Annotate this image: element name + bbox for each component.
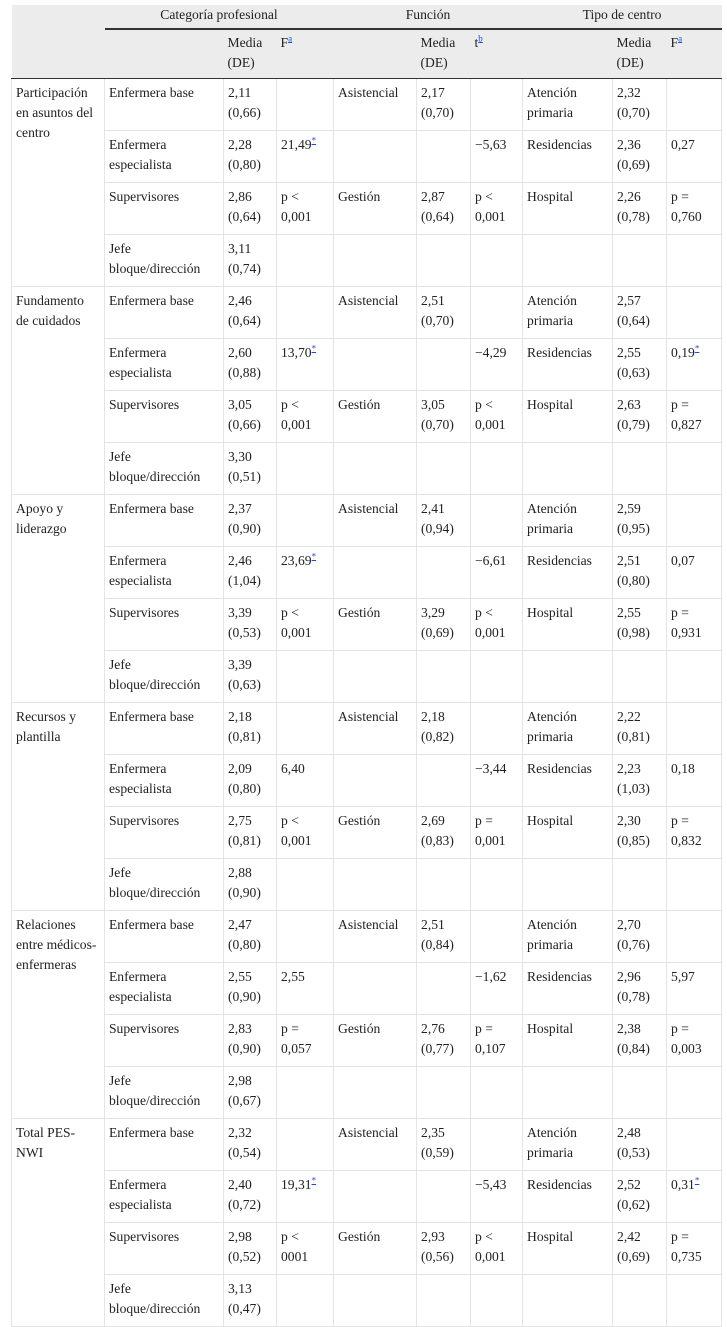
category-stat bbox=[277, 1275, 334, 1327]
category-cell: Enfermera base bbox=[105, 287, 224, 339]
table-row bbox=[12, 1223, 722, 1275]
category-cell: Enfermera especialista bbox=[105, 547, 224, 599]
function-cell: Asistencial bbox=[334, 1119, 417, 1171]
center-type-cell: Hospital bbox=[523, 183, 613, 235]
category-cell: Enfermera base bbox=[105, 495, 224, 547]
function-stat: p = 0,001 bbox=[471, 807, 523, 859]
category-stat: p < 0,001 bbox=[277, 183, 334, 235]
function-mean-de bbox=[417, 963, 471, 1015]
category-stat: p < 0,001 bbox=[277, 807, 334, 859]
center-mean-de: 2,63 (0,79) bbox=[613, 391, 667, 443]
function-cell: Gestión bbox=[334, 391, 417, 443]
table-row bbox=[12, 859, 722, 911]
category-stat: p < 0001 bbox=[277, 1223, 334, 1275]
function-cell: Gestión bbox=[334, 1223, 417, 1275]
function-stat bbox=[471, 703, 523, 755]
center-mean-de bbox=[613, 235, 667, 287]
category-cell: Enfermera especialista bbox=[105, 339, 224, 391]
center-stat bbox=[667, 859, 722, 911]
function-cell: Asistencial bbox=[334, 287, 417, 339]
function-stat bbox=[471, 651, 523, 703]
function-stat: −4,29 bbox=[471, 339, 523, 391]
table-row bbox=[12, 547, 722, 599]
category-cell: Enfermera base bbox=[105, 703, 224, 755]
category-stat: 23,69* bbox=[277, 547, 334, 599]
category-mean-de: 2,37 (0,90) bbox=[224, 495, 277, 547]
category-stat: 21,49* bbox=[277, 131, 334, 183]
center-stat bbox=[667, 443, 722, 495]
center-mean-de: 2,42 (0,69) bbox=[613, 1223, 667, 1275]
category-stat bbox=[277, 911, 334, 963]
table-row bbox=[12, 131, 722, 183]
function-mean-de: 2,87 (0,64) bbox=[417, 183, 471, 235]
category-cell: Supervisores bbox=[105, 599, 224, 651]
table-row bbox=[12, 703, 722, 755]
center-mean-de: 2,96 (0,78) bbox=[613, 963, 667, 1015]
center-type-cell: Hospital bbox=[523, 807, 613, 859]
category-mean-de: 3,39 (0,53) bbox=[224, 599, 277, 651]
header-blank bbox=[105, 29, 224, 79]
center-stat: p = 0,827 bbox=[667, 391, 722, 443]
center-type-cell: Residencias bbox=[523, 547, 613, 599]
category-mean-de: 3,39 (0,63) bbox=[224, 651, 277, 703]
table-row bbox=[12, 235, 722, 287]
header-empty-cell bbox=[12, 5, 105, 29]
function-mean-de bbox=[417, 1171, 471, 1223]
function-mean-de: 2,51 (0,70) bbox=[417, 287, 471, 339]
category-stat: 13,70* bbox=[277, 339, 334, 391]
category-mean-de: 2,75 (0,81) bbox=[224, 807, 277, 859]
function-mean-de bbox=[417, 443, 471, 495]
dimension-label: Total PES-NWI bbox=[12, 1119, 105, 1327]
center-type-cell bbox=[523, 1275, 613, 1327]
function-cell bbox=[334, 339, 417, 391]
category-cell: Enfermera base bbox=[105, 79, 224, 131]
category-mean-de: 2,98 (0,52) bbox=[224, 1223, 277, 1275]
header-row-stats bbox=[12, 29, 722, 79]
category-mean-de: 2,47 (0,80) bbox=[224, 911, 277, 963]
center-mean-de bbox=[613, 651, 667, 703]
footnote-star-link[interactable]: * bbox=[311, 1175, 317, 1186]
category-mean-de: 2,55 (0,90) bbox=[224, 963, 277, 1015]
category-cell: Jefe bloque/dirección bbox=[105, 235, 224, 287]
category-mean-de: 2,18 (0,81) bbox=[224, 703, 277, 755]
function-mean-de: 2,93 (0,56) bbox=[417, 1223, 471, 1275]
group-header-funcion: Función bbox=[334, 5, 523, 29]
center-mean-de: 2,57 (0,64) bbox=[613, 287, 667, 339]
function-stat bbox=[471, 443, 523, 495]
function-mean-de bbox=[417, 1067, 471, 1119]
function-mean-de bbox=[417, 651, 471, 703]
function-mean-de: 2,18 (0,82) bbox=[417, 703, 471, 755]
category-cell: Enfermera especialista bbox=[105, 131, 224, 183]
center-mean-de: 2,22 (0,81) bbox=[613, 703, 667, 755]
function-stat: p < 0,001 bbox=[471, 1223, 523, 1275]
dimension-label: Apoyo y liderazgo bbox=[12, 495, 105, 703]
function-stat: −5,43 bbox=[471, 1171, 523, 1223]
group-header-categoria: Categoría profesional bbox=[105, 5, 334, 29]
center-stat bbox=[667, 79, 722, 131]
table-row bbox=[12, 1015, 722, 1067]
table-row bbox=[12, 443, 722, 495]
table-body bbox=[12, 79, 722, 1327]
function-mean-de bbox=[417, 235, 471, 287]
center-stat bbox=[667, 1067, 722, 1119]
category-mean-de: 2,86 (0,64) bbox=[224, 183, 277, 235]
category-stat bbox=[277, 443, 334, 495]
function-cell: Gestión bbox=[334, 599, 417, 651]
category-mean-de: 2,83 (0,90) bbox=[224, 1015, 277, 1067]
center-mean-de: 2,52 (0,62) bbox=[613, 1171, 667, 1223]
function-stat: −5,63 bbox=[471, 131, 523, 183]
header-media-de: Media (DE) bbox=[613, 29, 667, 79]
function-mean-de bbox=[417, 859, 471, 911]
category-cell: Supervisores bbox=[105, 807, 224, 859]
function-mean-de: 2,76 (0,77) bbox=[417, 1015, 471, 1067]
center-mean-de: 2,23 (1,03) bbox=[613, 755, 667, 807]
function-cell bbox=[334, 131, 417, 183]
category-stat bbox=[277, 859, 334, 911]
function-mean-de: 2,69 (0,83) bbox=[417, 807, 471, 859]
function-mean-de bbox=[417, 339, 471, 391]
center-mean-de: 2,38 (0,84) bbox=[613, 1015, 667, 1067]
center-mean-de bbox=[613, 1067, 667, 1119]
center-type-cell: Hospital bbox=[523, 1015, 613, 1067]
center-type-cell: Atención primaria bbox=[523, 911, 613, 963]
function-stat bbox=[471, 287, 523, 339]
table-row bbox=[12, 391, 722, 443]
category-mean-de: 2,09 (0,80) bbox=[224, 755, 277, 807]
category-mean-de: 2,32 (0,54) bbox=[224, 1119, 277, 1171]
function-cell: Asistencial bbox=[334, 495, 417, 547]
function-cell bbox=[334, 859, 417, 911]
footnote-star-link[interactable]: * bbox=[311, 551, 317, 562]
center-mean-de bbox=[613, 443, 667, 495]
category-cell: Enfermera especialista bbox=[105, 755, 224, 807]
center-type-cell: Residencias bbox=[523, 755, 613, 807]
center-type-cell: Residencias bbox=[523, 339, 613, 391]
center-type-cell: Hospital bbox=[523, 599, 613, 651]
table-row bbox=[12, 495, 722, 547]
category-cell: Supervisores bbox=[105, 1223, 224, 1275]
center-stat bbox=[667, 651, 722, 703]
center-stat: 0,31* bbox=[667, 1171, 722, 1223]
footnote-star-link[interactable]: * bbox=[311, 135, 317, 146]
function-cell: Gestión bbox=[334, 183, 417, 235]
function-cell bbox=[334, 1275, 417, 1327]
category-stat: p < 0,001 bbox=[277, 599, 334, 651]
category-mean-de: 2,40 (0,72) bbox=[224, 1171, 277, 1223]
center-mean-de: 2,32 (0,70) bbox=[613, 79, 667, 131]
center-stat: p = 0,003 bbox=[667, 1015, 722, 1067]
function-cell: Asistencial bbox=[334, 911, 417, 963]
center-type-cell: Atención primaria bbox=[523, 703, 613, 755]
function-stat bbox=[471, 1067, 523, 1119]
function-cell bbox=[334, 755, 417, 807]
center-type-cell: Hospital bbox=[523, 391, 613, 443]
category-stat bbox=[277, 703, 334, 755]
category-cell: Jefe bloque/dirección bbox=[105, 1067, 224, 1119]
table-row bbox=[12, 1067, 722, 1119]
table-row bbox=[12, 599, 722, 651]
function-stat: p < 0,001 bbox=[471, 599, 523, 651]
category-stat bbox=[277, 235, 334, 287]
center-mean-de: 2,30 (0,85) bbox=[613, 807, 667, 859]
category-cell: Jefe bloque/dirección bbox=[105, 443, 224, 495]
category-stat: p = 0,057 bbox=[277, 1015, 334, 1067]
category-stat bbox=[277, 1067, 334, 1119]
center-type-cell bbox=[523, 859, 613, 911]
category-mean-de: 2,11 (0,66) bbox=[224, 79, 277, 131]
center-type-cell: Residencias bbox=[523, 1171, 613, 1223]
function-mean-de: 2,35 (0,59) bbox=[417, 1119, 471, 1171]
function-cell: Gestión bbox=[334, 807, 417, 859]
table-row bbox=[12, 287, 722, 339]
header-t-stat: $t^b$ bbox=[471, 29, 523, 79]
center-mean-de bbox=[613, 1275, 667, 1327]
center-mean-de: 2,51 (0,80) bbox=[613, 547, 667, 599]
table-row bbox=[12, 911, 722, 963]
center-type-cell: Hospital bbox=[523, 1223, 613, 1275]
function-cell: Gestión bbox=[334, 1015, 417, 1067]
center-stat: p = 0,931 bbox=[667, 599, 722, 651]
function-mean-de bbox=[417, 131, 471, 183]
category-cell: Enfermera base bbox=[105, 911, 224, 963]
category-cell: Supervisores bbox=[105, 183, 224, 235]
function-stat: −1,62 bbox=[471, 963, 523, 1015]
center-mean-de: 2,48 (0,53) bbox=[613, 1119, 667, 1171]
function-mean-de: 2,51 (0,84) bbox=[417, 911, 471, 963]
function-stat bbox=[471, 911, 523, 963]
function-stat bbox=[471, 79, 523, 131]
center-stat: 0,07 bbox=[667, 547, 722, 599]
center-type-cell: Atención primaria bbox=[523, 1119, 613, 1171]
footnote-star-link[interactable]: * bbox=[694, 343, 700, 354]
category-cell: Jefe bloque/dirección bbox=[105, 1275, 224, 1327]
table-row bbox=[12, 183, 722, 235]
table-row bbox=[12, 963, 722, 1015]
header-media-de: Media (DE) bbox=[417, 29, 471, 79]
table-row bbox=[12, 79, 722, 131]
table-row bbox=[12, 1171, 722, 1223]
function-stat bbox=[471, 1119, 523, 1171]
center-type-cell bbox=[523, 235, 613, 287]
function-cell bbox=[334, 235, 417, 287]
category-cell: Enfermera base bbox=[105, 1119, 224, 1171]
function-stat: p < 0,001 bbox=[471, 391, 523, 443]
function-stat: −3,44 bbox=[471, 755, 523, 807]
category-mean-de: 3,30 (0,51) bbox=[224, 443, 277, 495]
center-stat: 0,18 bbox=[667, 755, 722, 807]
center-mean-de: 2,36 (0,69) bbox=[613, 131, 667, 183]
center-type-cell: Residencias bbox=[523, 131, 613, 183]
dimension-label: Recursos y plantilla bbox=[12, 703, 105, 911]
category-cell: Enfermera especialista bbox=[105, 1171, 224, 1223]
function-cell bbox=[334, 963, 417, 1015]
results-table bbox=[11, 5, 722, 1327]
category-stat bbox=[277, 495, 334, 547]
category-mean-de: 2,28 (0,80) bbox=[224, 131, 277, 183]
function-cell bbox=[334, 1067, 417, 1119]
header-blank bbox=[334, 29, 417, 79]
category-mean-de: 2,88 (0,90) bbox=[224, 859, 277, 911]
header-blank bbox=[523, 29, 613, 79]
footnote-a-link[interactable]: a bbox=[288, 33, 293, 44]
center-stat: 5,97 bbox=[667, 963, 722, 1015]
function-stat: p = 0,107 bbox=[471, 1015, 523, 1067]
function-mean-de: 3,29 (0,69) bbox=[417, 599, 471, 651]
center-type-cell: Residencias bbox=[523, 963, 613, 1015]
dimension-label: Fundamento de cuidados bbox=[12, 287, 105, 495]
center-type-cell: Atención primaria bbox=[523, 495, 613, 547]
center-mean-de: 2,26 (0,78) bbox=[613, 183, 667, 235]
center-stat bbox=[667, 287, 722, 339]
header-f-stat: $F^a$ bbox=[277, 29, 334, 79]
footnote-a-link[interactable]: a bbox=[678, 33, 683, 44]
function-cell bbox=[334, 1171, 417, 1223]
category-cell: Enfermera especialista bbox=[105, 963, 224, 1015]
center-stat bbox=[667, 1275, 722, 1327]
table-row bbox=[12, 1275, 722, 1327]
center-type-cell: Atención primaria bbox=[523, 79, 613, 131]
category-stat bbox=[277, 287, 334, 339]
category-cell: Jefe bloque/dirección bbox=[105, 651, 224, 703]
center-stat bbox=[667, 1119, 722, 1171]
function-stat: p < 0,001 bbox=[471, 183, 523, 235]
function-stat bbox=[471, 235, 523, 287]
center-stat bbox=[667, 703, 722, 755]
function-mean-de bbox=[417, 547, 471, 599]
category-stat: p < 0,001 bbox=[277, 391, 334, 443]
category-cell: Jefe bloque/dirección bbox=[105, 859, 224, 911]
header-empty-cell bbox=[12, 29, 105, 79]
center-mean-de: 2,70 (0,76) bbox=[613, 911, 667, 963]
footnote-b-link[interactable]: b bbox=[478, 33, 483, 44]
header-row-groups bbox=[12, 5, 722, 29]
table-row bbox=[12, 651, 722, 703]
function-mean-de bbox=[417, 1275, 471, 1327]
center-stat bbox=[667, 235, 722, 287]
table-row bbox=[12, 807, 722, 859]
table-row bbox=[12, 755, 722, 807]
function-stat bbox=[471, 1275, 523, 1327]
center-stat bbox=[667, 911, 722, 963]
center-stat: 0,19* bbox=[667, 339, 722, 391]
center-type-cell bbox=[523, 443, 613, 495]
function-cell: Asistencial bbox=[334, 79, 417, 131]
category-mean-de: 2,60 (0,88) bbox=[224, 339, 277, 391]
category-mean-de: 2,46 (0,64) bbox=[224, 287, 277, 339]
center-mean-de: 2,55 (0,63) bbox=[613, 339, 667, 391]
table-row bbox=[12, 339, 722, 391]
header-f-stat: $F^a$ bbox=[667, 29, 722, 79]
category-stat: 2,55 bbox=[277, 963, 334, 1015]
category-mean-de: 2,46 (1,04) bbox=[224, 547, 277, 599]
function-cell bbox=[334, 547, 417, 599]
category-cell: Supervisores bbox=[105, 1015, 224, 1067]
category-mean-de: 2,98 (0,67) bbox=[224, 1067, 277, 1119]
center-stat bbox=[667, 495, 722, 547]
function-mean-de: 2,17 (0,70) bbox=[417, 79, 471, 131]
center-mean-de bbox=[613, 859, 667, 911]
center-mean-de: 2,55 (0,98) bbox=[613, 599, 667, 651]
function-mean-de bbox=[417, 755, 471, 807]
category-cell: Supervisores bbox=[105, 391, 224, 443]
dimension-label: Relaciones entre médicos-enfermeras bbox=[12, 911, 105, 1119]
table-row bbox=[12, 1119, 722, 1171]
center-type-cell bbox=[523, 1067, 613, 1119]
function-mean-de: 2,41 (0,94) bbox=[417, 495, 471, 547]
function-stat bbox=[471, 859, 523, 911]
header-media-de: Media (DE) bbox=[224, 29, 277, 79]
center-type-cell bbox=[523, 651, 613, 703]
function-cell: Asistencial bbox=[334, 703, 417, 755]
footnote-star-link[interactable]: * bbox=[694, 1175, 700, 1186]
center-stat: p = 0,760 bbox=[667, 183, 722, 235]
center-stat: p = 0,832 bbox=[667, 807, 722, 859]
category-mean-de: 3,13 (0,47) bbox=[224, 1275, 277, 1327]
center-mean-de: 2,59 (0,95) bbox=[613, 495, 667, 547]
function-stat bbox=[471, 495, 523, 547]
category-stat bbox=[277, 651, 334, 703]
group-header-tipo-centro: Tipo de centro bbox=[523, 5, 722, 29]
function-cell bbox=[334, 651, 417, 703]
function-cell bbox=[334, 443, 417, 495]
category-stat bbox=[277, 1119, 334, 1171]
dimension-label: Participación en asuntos del centro bbox=[12, 79, 105, 287]
category-stat: 6,40 bbox=[277, 755, 334, 807]
category-stat bbox=[277, 79, 334, 131]
category-mean-de: 3,11 (0,74) bbox=[224, 235, 277, 287]
footnote-star-link[interactable]: * bbox=[311, 343, 317, 354]
center-stat: 0,27 bbox=[667, 131, 722, 183]
category-mean-de: 3,05 (0,66) bbox=[224, 391, 277, 443]
category-stat: 19,31* bbox=[277, 1171, 334, 1223]
center-stat: p = 0,735 bbox=[667, 1223, 722, 1275]
center-type-cell: Atención primaria bbox=[523, 287, 613, 339]
function-mean-de: 3,05 (0,70) bbox=[417, 391, 471, 443]
function-stat: −6,61 bbox=[471, 547, 523, 599]
